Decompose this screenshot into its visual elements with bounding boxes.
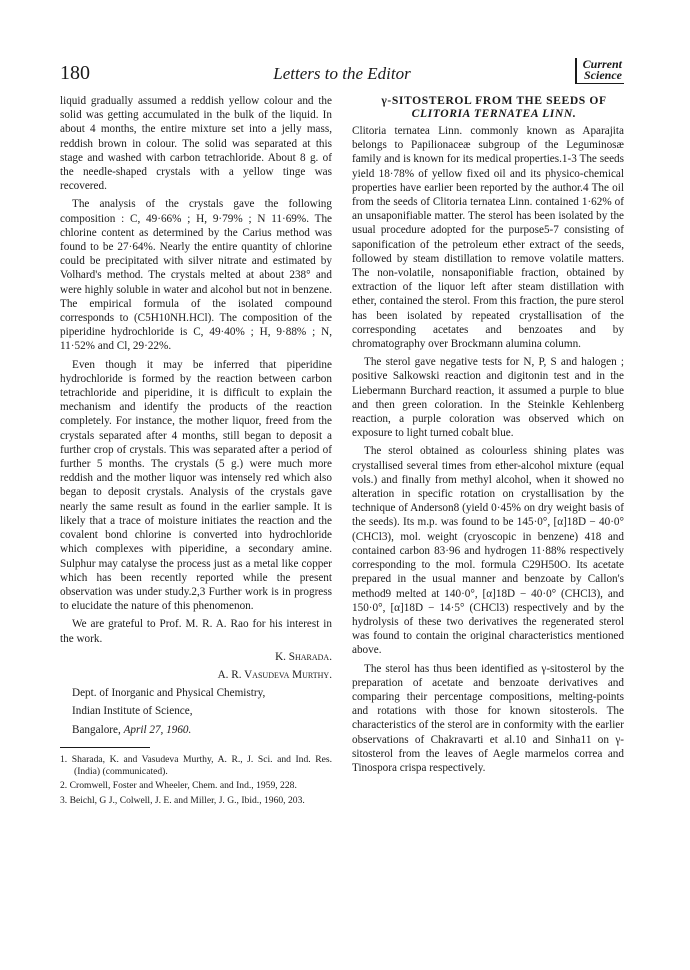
affiliation-line-1: Dept. of Inorganic and Physical Chemistry, (72, 687, 266, 700)
left-paragraph-3: Even though it may be inferred that piperidine hydrochloride is formed by the reaction between carbon tetrachloride and piperidine, it is difficult to explain the mechanism and identify the products of the reaction completely. For instance, the mother liquor, freed from the crystals separated after 4 months, still began to deposit a further crop of crystals. This was separated after a period of further 5 months. The crystals (5 g.) were much more reddish and the mother liquor was intensely red which also began to deposit crystals. Analysis of the crystals gave nearly the same result as found in the earlier sample. It is likely that a trace of moisture initiates the reaction and the covalent bond chlorine is converted into hydrochloride which complexes with piperidine, a secondary amine. Sulphur may catalyse the process just as a metal like copper which has been recently reported while the present observation was under study.2,3 Further work is in progress to elucidate the nature of this phenomenon. (60, 358, 332, 613)
running-title: Letters to the Editor (273, 64, 411, 83)
reference-list (60, 754, 332, 807)
left-column (60, 94, 332, 810)
author-1: K. Sharada. (275, 650, 332, 663)
reference-item: 2. Cromwell, Foster and Wheeler, Chem. and Ind., 1959, 228. (60, 780, 297, 792)
right-paragraph-1: Clitoria ternatea Linn. commonly known as Aparajita belongs to Papilionaceæ subgroup of the Leguminosæ family and is known for its medical properties.1-3 The seeds yield 18·78% of yellow fixed oil and its physico-chemical properties have earlier been reported by the author.4 The oil from the seeds of Clitoria ternatea Linn. contained 1·62% of an unsaponifiable matter. The sterol has been isolated by the usual procedure adopted for the purpose5-7 consisting of saponification of the petroleum ether extract of the seeds, followed by steam distillation to remove volatile matters. The non-volatile, nonsaponifiable fraction, obtained by extraction of the liquor left after steam distillation with ether, contained the sterol. From this fraction, the pure sterol has been isolated by repeated crystallisation of the corresponding acetates and benzoates and by chromatography over Brockmann alumina column. (352, 125, 624, 351)
reference-item: 1. Sharada, K. and Vasudeva Murthy, A. R., J. Sci. and Ind. Res. (India) (communicated). (60, 753, 332, 777)
letter-date: April 27, 1960. (123, 723, 192, 736)
right-paragraph-3: The sterol obtained as colourless shining plates was crystallised several times from ether-alcohol mixture (equal vols.) and finally from methyl alcohol, when it showed no alteration in specific rotation on crystallisation by the technique of Anderson8 (yield 0·45% on dry weight basis of the seeds). Its m.p. was found to be 145·0°, [α]18D − 40·0° (CHCl3), mol. weight (cryoscopic in benzene) 418 and contained carbon 83·96 and hydrogen 11·88% respectively corresponding to the mol. formula C29H50O. Its acetate prepared in the usual manner and benzoate by Callon's method9 melted at 140·0°, [α]18D − 40·0° (CHCl3), and 150·0°, [α]18D − 14·5° (CHCl3) respectively and by the hydrolysis of these two derivatives the regenerated sterol was found to contain the original characteristics mentioned above. (352, 445, 624, 657)
right-paragraph-2: The sterol gave negative tests for N, P, S and halogen ; positive Salkowski reaction and digitonin test and in the Liebermann Burchard reaction, it assumed a purple to blue and then green coloration. In the Steinkle Kehlenberg reaction, a purple coloration was observed which on exposure to light turned cobalt blue. (352, 356, 624, 440)
journal-line-1: Current (582, 57, 622, 71)
article-title-line-1: γ-SITOSTEROL FROM THE SEEDS OF (381, 94, 607, 107)
page-header (60, 58, 624, 88)
left-paragraph-1: liquid gradually assumed a reddish yellow colour and the solid was getting accumulated in the bulk of the liquid. In about 4 months, the entire mixture set into a jelly mass, reddish brown in colour. The solid was separated at this stage and washed with carbon tetrachloride. About 8 g. of the needle-shaped crystals with a yellow tinge was recovered. (60, 95, 332, 193)
article-title (352, 94, 624, 120)
page-number: 180 (60, 62, 90, 84)
article-title-line-2: CLITORIA TERNATEA LINN. (411, 107, 577, 120)
right-column (352, 94, 624, 779)
left-paragraph-2: The analysis of the crystals gave the following composition : C, 49·66% ; H, 9·79% ; N 11·69%. The chlorine content as determined by the Carius method was found to be 27·64%. Nearly the entire quantity of chlorine could be precipitated with silver nitrate and estimated by Volhard's method. The crystals melted at about 238° and were highly soluble in water and alcohol but not in benzene. The empirical formula of the isolated compound corresponds to (C5H10NH.HCl). The composition of the piperidine hydrochloride is C, 49·40% ; H, 9·88% ; N, 11·52% and Cl, 29·22%. (60, 198, 332, 353)
affiliation-line-2: Indian Institute of Science, (72, 705, 193, 718)
journal-logo (575, 58, 624, 84)
right-paragraph-4: The sterol has thus been identified as γ-sitosterol by the preparation of acetate and benzoate derivatives and comparing their percentage compositions, melting-points and rotations with those for known sitosterols. The characteristics of the sterol are in conformity with the earlier observations of Chakravarti et al.10 and Sinha11 on γ-sitosterol from the leaves of Aegle marmelos correa and Tinospora crispa respectively. (352, 662, 624, 774)
author-2: A. R. Vasudeva Murthy. (217, 668, 332, 681)
journal-line-2: Science (584, 68, 622, 82)
reference-item: 3. Beichl, G J., Colwell, J. E. and Miller, J. G., Ibid., 1960, 203. (60, 795, 305, 807)
references-rule (60, 747, 150, 748)
affiliation-line-3 (60, 723, 332, 737)
affiliation-city: Bangalore, (72, 723, 121, 736)
acknowledgement: We are grateful to Prof. M. R. A. Rao for his interest in the work. (60, 618, 332, 645)
